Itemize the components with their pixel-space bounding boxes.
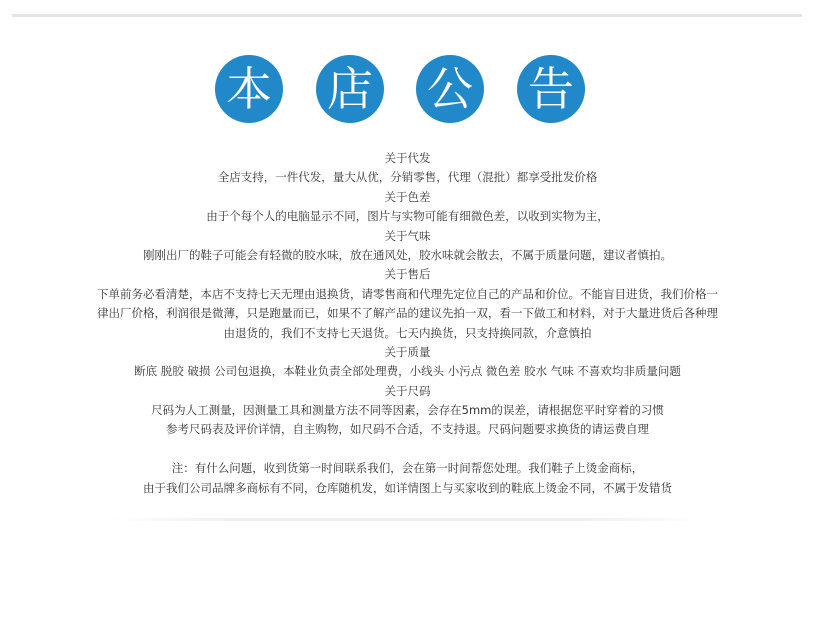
title-char-circle: 告 (517, 55, 585, 123)
color-text: 由于个每个人的电脑显示不同，图片与实物可能有细微色差，以收到实物为主， (206, 209, 609, 224)
size-text-2: 参考尺码表及评价详情，自主购物，如尺码不合适，不支持退。尺码问题要求换货的请运费自理 (166, 422, 649, 437)
section-heading-aftersale: 关于售后 (384, 267, 431, 282)
bottom-divider (110, 518, 705, 521)
title-char-circle: 公 (416, 55, 484, 123)
agency-text: 全店支持，一件代发，量大从优，分销零售，代理（混批）都享受批发价格 (217, 170, 598, 185)
title-char-circle: 店 (316, 55, 384, 123)
aftersale-text-2: 律出厂价格，利润很是微薄，只是跑量而已，如果不了解产品的建议先拍一双，看一下做工和材料，对于大量进货后各种理 (97, 306, 718, 321)
title-char-circle: 本 (215, 55, 283, 123)
section-heading-quality: 关于质量 (384, 344, 431, 359)
section-heading-color: 关于色差 (384, 189, 431, 204)
note-text-2: 由于我们公司品牌多商标有不同，仓库随机发，如详情图上与买家收到的鞋底上烫金不同，不属于发错货 (143, 480, 672, 495)
aftersale-text-3: 由退货的，我们不支持七天退货。七天内换货，只支持换同款，介意慎拍 (223, 325, 592, 340)
aftersale-text-1: 下单前务必看清楚，本店不支持七天无理由退换货，请零售商和代理先定位自己的产品和价位。不能盲目进货，我们价格一 (97, 286, 718, 301)
note-text-1: 注：有什么问题，收到货第一时间联系我们，会在第一时间帮您处理。我们鞋子上烫金商标， (171, 461, 644, 476)
section-heading-size: 关于尺码 (384, 383, 431, 398)
section-heading-agency: 关于代发 (384, 151, 431, 165)
spacer (0, 440, 815, 459)
announcement-body (0, 149, 815, 498)
quality-text: 断底 脱胶 破损 公司包退换，本鞋业负责全部处理费，小线头 小污点 微色差 胶水 气味 不喜欢均非质量问题 (134, 364, 681, 379)
size-text-1: 尺码为人工测量，因测量工具和测量方法不同等因素，会存在5mm的误差，请根据您平时穿着的习惯 (151, 403, 664, 418)
announcement-title (0, 55, 815, 123)
top-divider (12, 14, 802, 17)
smell-text: 刚刚出厂的鞋子可能会有轻微的胶水味，放在通风处，胶水味就会散去，不属于质量问题，建议者慎拍。 (143, 247, 672, 262)
section-heading-smell: 关于气味 (384, 228, 431, 243)
